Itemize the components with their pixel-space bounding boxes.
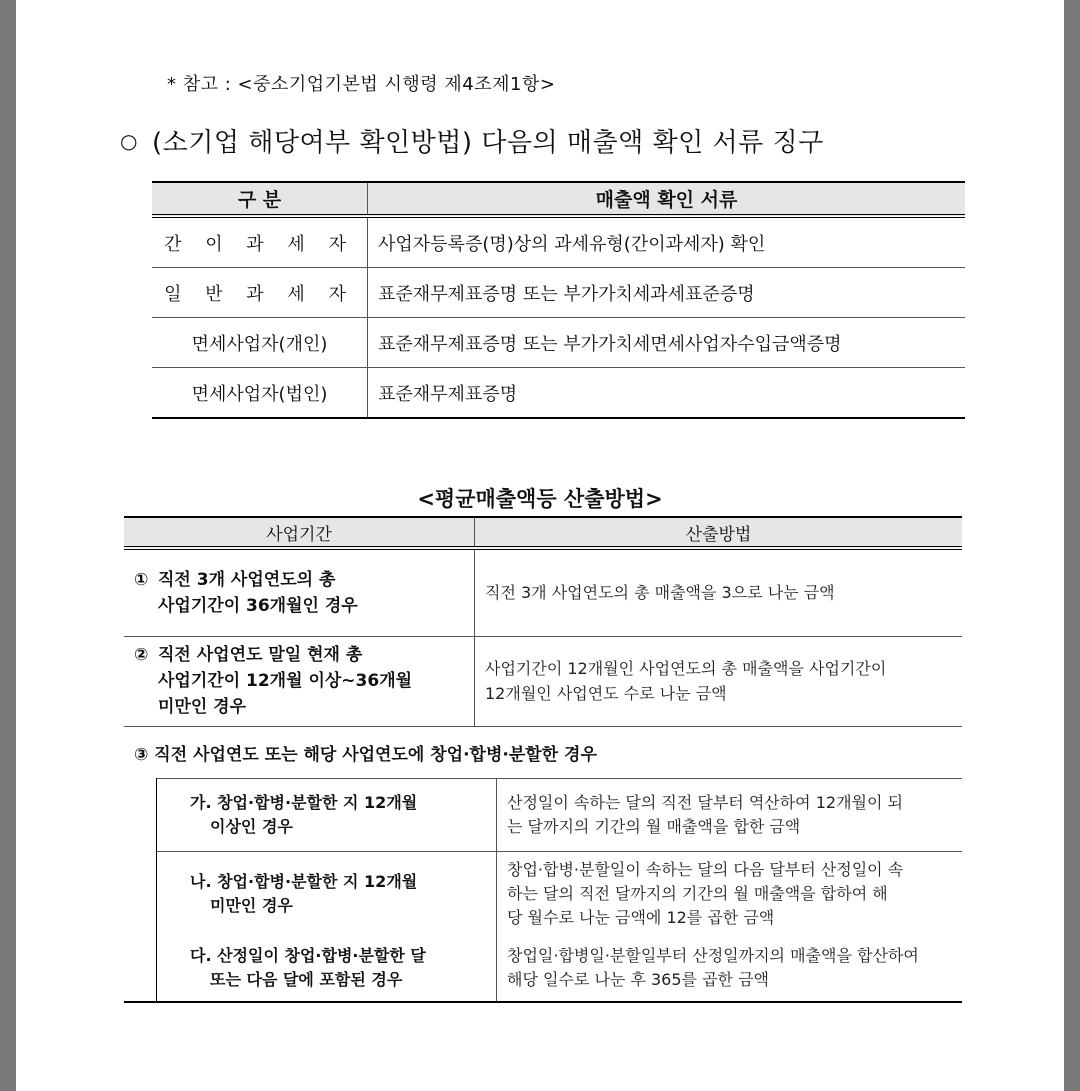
cell-line: 창업·합병·분할일이 속하는 달의 다음 달부터 산정일이 속 bbox=[507, 859, 904, 879]
table-row bbox=[152, 268, 965, 318]
circle-bullet-icon: ○ bbox=[120, 129, 138, 153]
cell-line: 사업기간이 12개월인 사업연도의 총 매출액을 사업기간이 bbox=[485, 659, 887, 678]
cell-line: 12개월인 사업연도 수로 나눈 금액 bbox=[485, 684, 727, 703]
cell-line: 직전 3개 사업연도의 총 매출액을 3으로 나눈 금액 bbox=[485, 583, 835, 603]
table-cell bbox=[497, 852, 963, 936]
cell-line: 이상인 경우 bbox=[210, 817, 293, 836]
section-heading-text: (소기업 해당여부 확인방법) 다음의 매출액 확인 서류 징구 bbox=[151, 128, 824, 158]
column-header: 사업기간 bbox=[124, 517, 475, 548]
table-cell: 표준재무제표증명 또는 부가가치세면세사업자수입금액증명 bbox=[368, 318, 966, 368]
table-cell bbox=[157, 779, 497, 852]
startup-merger-split-table bbox=[124, 778, 962, 1003]
column-header: 매출액 확인 서류 bbox=[368, 182, 966, 216]
indent-gutter bbox=[124, 852, 157, 936]
table-cell: 간 이 과 세 자 bbox=[152, 216, 368, 268]
calculation-method-table bbox=[124, 516, 962, 727]
table-row bbox=[124, 548, 962, 636]
table-cell: 사업자등록증(명)상의 과세유형(간이과세자) 확인 bbox=[368, 216, 966, 268]
cell-line: 산정일이 속하는 달의 직전 달부터 역산하여 12개월이 되 bbox=[507, 793, 903, 812]
section-heading bbox=[120, 122, 824, 159]
table-header-row bbox=[152, 182, 965, 216]
table-cell bbox=[475, 636, 963, 726]
cell-line: 는 달까지의 기간의 월 매출액을 합한 금액 bbox=[507, 817, 801, 836]
table-cell bbox=[497, 936, 963, 1002]
table-cell bbox=[497, 779, 963, 852]
table-row bbox=[124, 636, 962, 726]
row-number: ① bbox=[134, 569, 149, 590]
table-cell: 면세사업자(개인) bbox=[152, 318, 368, 368]
table-row bbox=[124, 852, 962, 936]
cell-line: 다. 산정일이 창업·합병·분할한 달 bbox=[190, 946, 426, 965]
indent-gutter bbox=[124, 779, 157, 852]
cell-line: 직전 사업연도 말일 현재 총 bbox=[158, 645, 363, 665]
row-number: ② bbox=[134, 645, 149, 665]
table-cell: 표준재무제표증명 또는 부가가치세과세표준증명 bbox=[368, 268, 966, 318]
cell-line: 당 월수로 나눈 금액에 12를 곱한 금액 bbox=[507, 907, 775, 927]
table-cell: 일 반 과 세 자 bbox=[152, 268, 368, 318]
table-cell bbox=[475, 548, 963, 636]
cell-line: 직전 3개 사업연도의 총 bbox=[158, 569, 336, 590]
column-header: 구 분 bbox=[152, 182, 368, 216]
table-row bbox=[152, 216, 965, 268]
table-row bbox=[152, 318, 965, 368]
cell-line: 사업기간이 12개월 이상~36개월 bbox=[158, 671, 413, 691]
reference-note: * 참고 : <중소기업기본법 시행령 제4조제1항> bbox=[167, 74, 556, 95]
column-header: 산출방법 bbox=[475, 517, 963, 548]
cell-line: 하는 달의 직전 달까지의 기간의 월 매출액을 합하여 해 bbox=[507, 883, 888, 903]
subsection-three-heading: ③ 직전 사업연도 또는 해당 사업연도에 창업·합병·분할한 경우 bbox=[134, 745, 597, 765]
cell-line: 미만인 경우 bbox=[158, 697, 247, 717]
table-row bbox=[124, 779, 962, 852]
table-cell bbox=[124, 548, 475, 636]
cell-line: 나. 창업·합병·분할한 지 12개월 bbox=[190, 871, 418, 891]
cell-line: 사업기간이 36개월인 경우 bbox=[158, 595, 358, 616]
table-cell bbox=[157, 852, 497, 936]
indent-gutter bbox=[124, 936, 157, 1002]
table-cell: 표준재무제표증명 bbox=[368, 368, 966, 419]
cell-line: 해당 일수로 나눈 후 365를 곱한 금액 bbox=[507, 970, 769, 989]
table-row bbox=[152, 368, 965, 419]
cell-line: 가. 창업·합병·분할한 지 12개월 bbox=[190, 793, 418, 812]
table-header-row bbox=[124, 517, 962, 548]
table-row bbox=[124, 936, 962, 1002]
cell-line: 창업일·합병일·분할일부터 산정일까지의 매출액을 합산하여 bbox=[507, 946, 919, 965]
table-cell: 면세사업자(법인) bbox=[152, 368, 368, 419]
cell-line: 또는 다음 달에 포함된 경우 bbox=[210, 970, 403, 989]
calculation-method-title: <평균매출액등 산출방법> bbox=[417, 487, 663, 511]
cell-line: 미만인 경우 bbox=[210, 895, 293, 915]
revenue-documents-table bbox=[152, 181, 965, 419]
table-cell bbox=[157, 936, 497, 1002]
table-cell bbox=[124, 636, 475, 726]
